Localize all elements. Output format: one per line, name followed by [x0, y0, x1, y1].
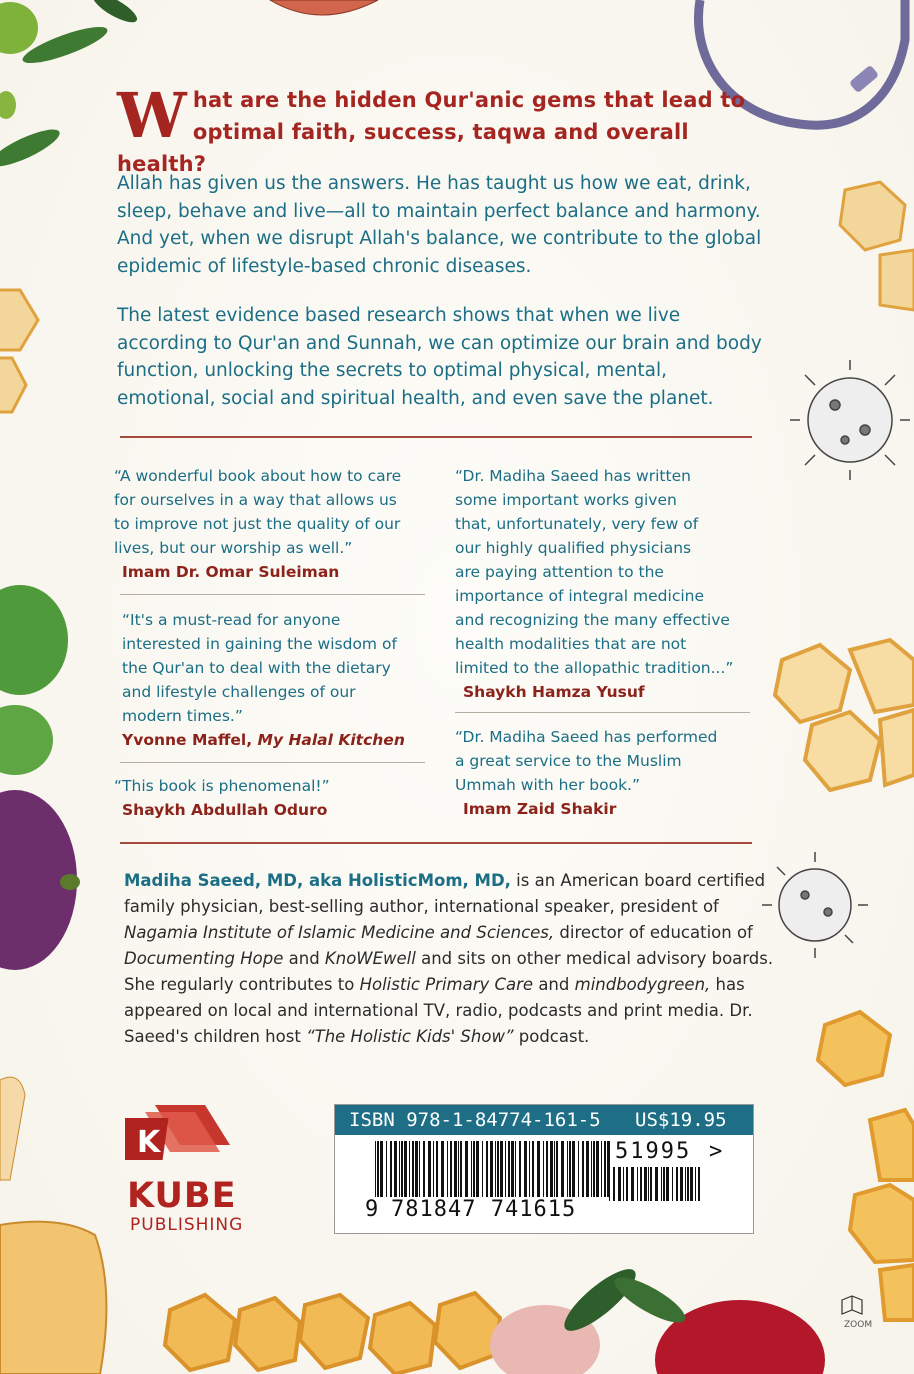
barcode-bar [454, 1141, 457, 1197]
barcode-bar [390, 1141, 392, 1197]
quote-source: My Halal Kitchen [257, 731, 405, 749]
barcode-bar [450, 1141, 452, 1197]
barcode-bar [415, 1141, 418, 1197]
barcode-bar [626, 1167, 628, 1201]
bio-publication-mindbodygreen: mindbodygreen, [574, 975, 711, 994]
barcode-bar [401, 1141, 403, 1197]
quote-text: “Dr. Madiha Saeed has written some important works given that, unfortunately, very few of our highly qualified physicians are paying attention to the importance of integral medicine and recognizing the many effective health modalities that are not limited to the allopathic tradition...” [455, 467, 734, 677]
bio-org-knowewell: KnoWEwell [324, 949, 416, 968]
barcode-bar [601, 1141, 602, 1197]
barcode-bar [685, 1167, 686, 1201]
fig-stem [60, 874, 80, 890]
barcode-bar [672, 1167, 673, 1201]
barcode-bar [386, 1141, 387, 1197]
barcode-bar [596, 1141, 599, 1197]
barcode-bar [591, 1141, 592, 1197]
isbn-barcode-box [334, 1104, 754, 1234]
divider-left-1 [120, 594, 425, 595]
barcode-bar [698, 1167, 700, 1201]
barcode-bar [458, 1141, 459, 1197]
barcode-bar [532, 1141, 534, 1197]
barcode-bar [460, 1141, 462, 1197]
dropcap: W [117, 79, 187, 152]
barcode-bar [482, 1141, 483, 1197]
bio-text: is an American board certified family physician, best-selling author, international speaker, president of [124, 871, 766, 916]
olive-left-top [0, 2, 38, 54]
barcode-bar [486, 1141, 488, 1197]
author-bio [124, 868, 774, 1050]
barcode-bar [508, 1141, 510, 1197]
barcode-bar [441, 1141, 444, 1197]
barcode-bar [623, 1167, 624, 1201]
barcode-bar [412, 1141, 414, 1197]
barcode-bar [436, 1141, 438, 1197]
headline-line-1: hat are the hidden Qur'anic gems that lead to [192, 88, 746, 112]
quote-text: “This book is phenomenal!” [114, 777, 330, 795]
quote-text: “A wonderful book about how to care for ourselves in a way that allows us to improve not just the quality of our lives, but our worship as well.” [114, 467, 402, 557]
barcode-bar [476, 1141, 479, 1197]
divider-right-1 [455, 712, 750, 713]
barcode-addon [609, 1167, 709, 1203]
barcode-bar [377, 1141, 379, 1197]
barcode-bar [473, 1141, 475, 1197]
leaf-top-left-2 [89, 0, 140, 27]
barcode-addon-arrow: > [709, 1139, 723, 1164]
virus-2 [762, 852, 868, 958]
quote-omar-suleiman [114, 464, 434, 584]
headline-line-2: optimal faith, success, taqwa and overall health? [117, 120, 689, 176]
barcode-bar [524, 1141, 527, 1197]
bio-text: podcast. [513, 1027, 590, 1046]
barcode-bar [409, 1141, 410, 1197]
barcode-bar [490, 1141, 493, 1197]
quote-text: “Dr. Madiha Saeed has performed a great service to the Muslim Ummah with her book.” [455, 728, 718, 794]
barcode-bar [500, 1141, 503, 1197]
barcode-bar [640, 1167, 642, 1201]
barcode-bar [655, 1167, 658, 1201]
barcode-bar [586, 1141, 589, 1197]
publisher-sub: PUBLISHING [130, 1215, 244, 1235]
barcode-bar [561, 1141, 564, 1197]
barcode-bar [465, 1141, 468, 1197]
barcode-bar [593, 1141, 595, 1197]
publisher-logo-mark [125, 1100, 235, 1175]
honey-dipper [0, 1077, 25, 1180]
headline [117, 79, 777, 180]
quote-yvonne-maffel [114, 608, 434, 752]
barcode-bar [572, 1141, 575, 1197]
bio-text: director of education of [554, 923, 753, 942]
bio-publication-hpc: Holistic Primary Care [359, 975, 534, 994]
barcode-bar [604, 1141, 606, 1197]
quote-abdullah-oduro [114, 774, 434, 822]
bio-org-documenting-hope: Documenting Hope [124, 949, 284, 968]
barcode-bar [569, 1141, 571, 1197]
barcode-bar [582, 1141, 584, 1197]
intro-text [117, 170, 767, 434]
barcode-bar [394, 1141, 397, 1197]
barcode-bar [578, 1141, 579, 1197]
barcode-bar [515, 1141, 516, 1197]
barcode-bar [661, 1167, 662, 1201]
stethoscope-tip [849, 65, 879, 94]
bio-podcast: “The Holistic Kids' Show” [306, 1027, 514, 1046]
barcode-bar [471, 1141, 472, 1197]
barcode-bar [644, 1167, 647, 1201]
honeycomb-right-top [840, 182, 914, 310]
barcode-bar [380, 1141, 383, 1197]
zoom-watermark-label: ZOOM [844, 1320, 873, 1330]
bio-text: has appeared on local and international TV, radio, podcasts and print media. Dr. Saeed's children host [124, 975, 753, 1046]
divider-left-2 [120, 762, 425, 763]
publisher-logo-k: K [137, 1125, 161, 1160]
barcode-bar [554, 1141, 555, 1197]
divider-bottom [120, 842, 752, 844]
zoom-book-icon [842, 1296, 862, 1314]
barcode-bar [529, 1141, 530, 1197]
leaf-spinach [0, 585, 68, 695]
barcode-bar [631, 1167, 634, 1201]
barcode-bar [505, 1141, 506, 1197]
barcode-bar [695, 1167, 696, 1201]
barcode-bar [680, 1167, 683, 1201]
barcode-bar [650, 1167, 652, 1201]
barcode-bar [550, 1141, 553, 1197]
quote-author: Imam Zaid Shakir [463, 800, 617, 818]
barcode-bar [648, 1167, 649, 1201]
barcode-bar [618, 1167, 621, 1201]
barcode-digits: 781847 741615 [391, 1197, 577, 1222]
fruit-top-center [270, 0, 378, 15]
honey-jar [0, 1222, 106, 1374]
barcode-bar [546, 1141, 548, 1197]
bio-text: and [283, 949, 325, 968]
honeycomb-right-lower [818, 1012, 914, 1320]
intro-paragraph-2: The latest evidence based research shows that when we live according to Qur'an and Sunnah, we can optimize our brain and body function, unlocking the secrets to optimal physical, mental, emotional, social and spiritual health, and even save the planet. [117, 305, 762, 409]
barcode-bar [613, 1167, 615, 1201]
barcode-bar [519, 1141, 521, 1197]
barcode-bar [637, 1167, 638, 1201]
quote-author: Shaykh Hamza Yusuf [463, 683, 645, 701]
barcode-bar [423, 1141, 425, 1197]
bio-text: and sits on other medical advisory boards. She regularly contributes to [124, 949, 774, 994]
publisher-name: KUBE [127, 1176, 237, 1216]
barcode-bar [447, 1141, 448, 1197]
barcode-bar [428, 1141, 431, 1197]
barcode-bar [537, 1141, 540, 1197]
barcode-bar [567, 1141, 568, 1197]
barcode-bar [511, 1141, 514, 1197]
quote-hamza-yusuf [455, 464, 755, 704]
quote-author: Yvonne Maffel, [122, 731, 253, 749]
barcode-lead-digit: 9 [365, 1197, 379, 1222]
barcode-bar [497, 1141, 499, 1197]
leaf-spinach-2 [0, 705, 53, 775]
barcode-bar [609, 1167, 610, 1201]
barcode-bar [419, 1141, 420, 1197]
divider-top [120, 436, 752, 438]
intro-paragraph-1: Allah has given us the answers. He has taught us how we eat, drink, sleep, behave and live—all to maintain perfect balance and harmony. And yet, when we disrupt Allah's balance, we contribute to the global epidemic of lifestyle-based chronic diseases. [117, 173, 762, 277]
bio-institute: Nagamia Institute of Islamic Medicine and Sciences, [124, 923, 555, 942]
barcode-addon-digits: 51995 [615, 1139, 692, 1164]
honeycomb-bottom [165, 1293, 500, 1374]
isbn-header [335, 1105, 753, 1135]
quote-text: “It's a must-read for anyone interested in gaining the wisdom of the Qur'an to deal with the dietary and lifestyle challenges of our modern times.” [122, 611, 397, 725]
bio-text: and [533, 975, 575, 994]
barcode-bar [543, 1141, 544, 1197]
isbn-price: US$19.95 [635, 1109, 727, 1131]
honeycomb-left [0, 290, 38, 412]
barcode-bar [690, 1167, 693, 1201]
isbn-number: ISBN 978-1-84774-161-5 [349, 1109, 601, 1131]
barcode-bar [495, 1141, 496, 1197]
barcode-bar [687, 1167, 689, 1201]
quote-zaid-shakir [455, 725, 755, 821]
olive-left-mid [0, 91, 16, 119]
author-name: Madiha Saeed, MD, aka HolisticMom, MD, [124, 871, 511, 890]
leaf-left-mid [0, 123, 64, 173]
barcode-bar [666, 1167, 669, 1201]
honeycomb-right-mid [775, 640, 914, 790]
pomegranate-leaf-2 [609, 1270, 690, 1331]
quote-author: Imam Dr. Omar Suleiman [122, 563, 340, 581]
virus-1 [790, 360, 910, 480]
barcode-bar [375, 1141, 376, 1197]
barcode-bar [663, 1167, 665, 1201]
barcode-bar [676, 1167, 678, 1201]
barcode-bar [433, 1141, 434, 1197]
barcode-bar [404, 1141, 407, 1197]
quote-author: Shaykh Abdullah Oduro [122, 801, 328, 819]
barcode-bar [556, 1141, 558, 1197]
barcode-bar [399, 1141, 400, 1197]
